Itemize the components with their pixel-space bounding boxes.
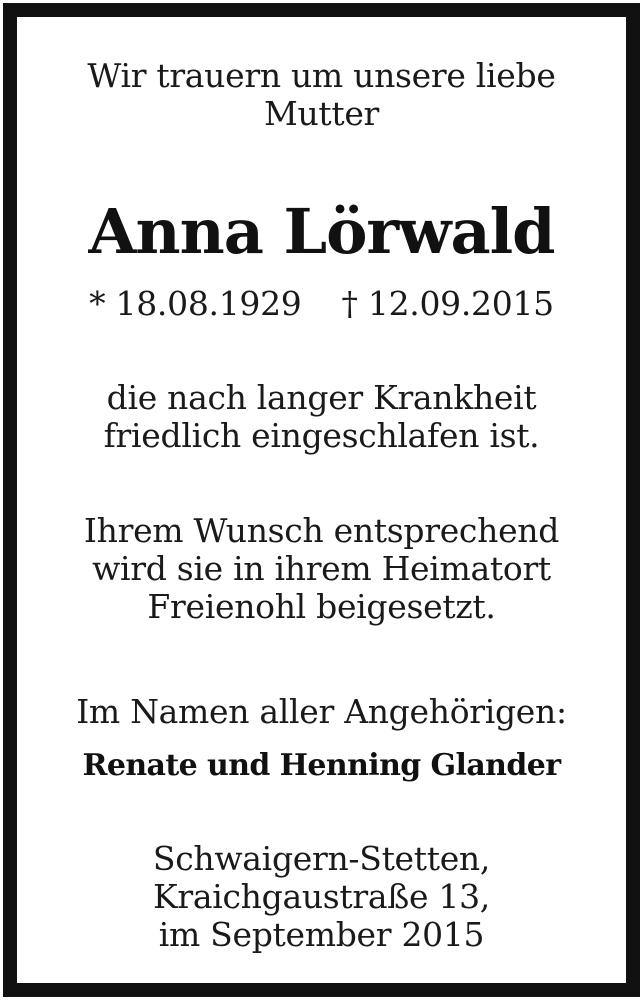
address-line: Schwaigern-Stetten, [152,839,491,878]
life-dates [17,285,626,323]
death-date: † 12.09.2015 [341,284,554,323]
intro-line: Wir trauern um unsere liebe [87,56,556,95]
mourners-intro [17,693,626,731]
death-description [17,379,626,455]
paragraph-line: Ihrem Wunsch entsprechend [83,511,560,550]
birth-date: * 18.08.1929 [89,284,302,323]
date-line: im September 2015 [158,915,485,954]
address-line: Kraichgaustraße 13, [153,877,490,916]
paragraph-line: die nach langer Krankheit [106,378,537,417]
deceased-name [17,192,626,272]
place-and-date [17,840,626,954]
mourners-intro-text: Im Namen aller Angehörigen: [76,692,567,731]
obituary-frame [3,3,640,997]
deceased-name-text: Anna Lörwald [88,195,555,268]
paragraph-line: Freienohl beigesetzt. [147,587,496,626]
burial-note [17,512,626,626]
mourners-names [17,748,626,784]
intro-text [17,57,626,133]
mourners-names-text: Renate und Henning Glander [82,748,561,783]
paragraph-line: wird sie in ihrem Heimatort [92,549,551,588]
paragraph-line: friedlich eingeschlafen ist. [103,416,540,455]
intro-line: Mutter [263,94,380,133]
